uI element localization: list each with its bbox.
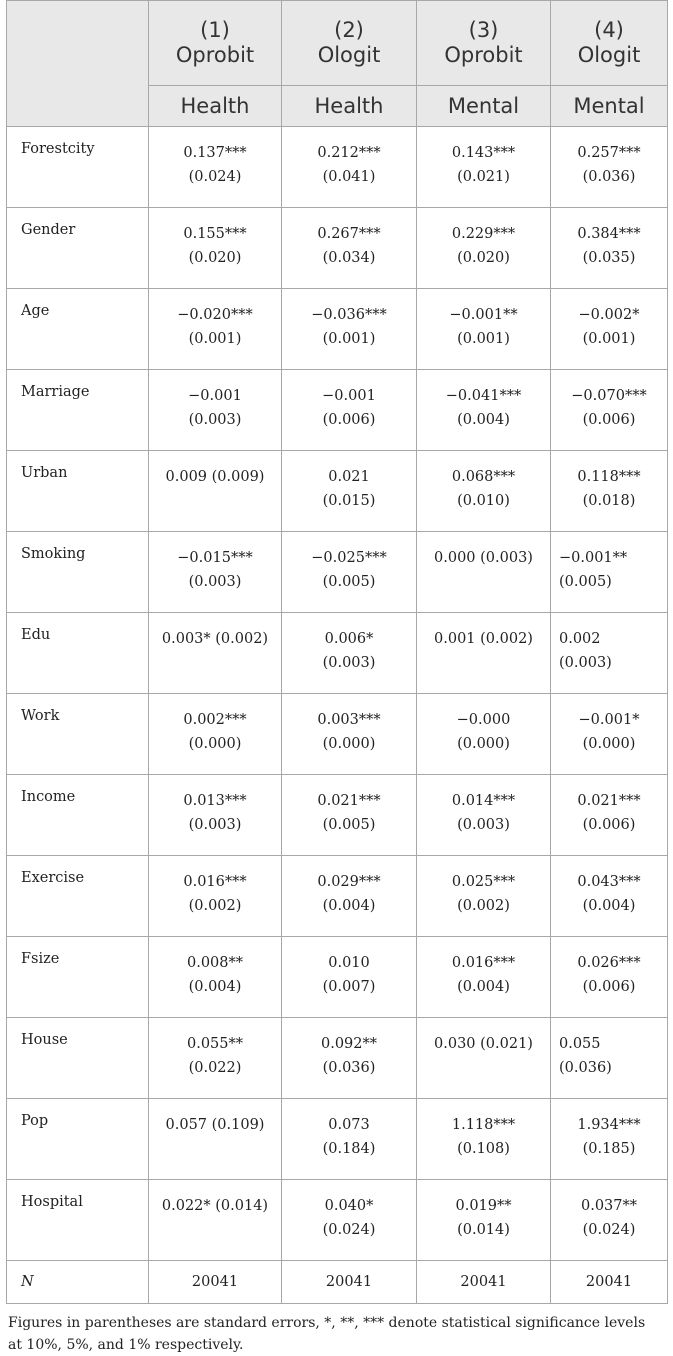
coefficient: −0.070*** xyxy=(571,388,647,404)
value-cell xyxy=(417,289,551,370)
value-cell xyxy=(282,694,417,775)
header-row-models xyxy=(7,1,668,86)
standard-error: (0.036) xyxy=(322,1060,376,1076)
value-cell xyxy=(417,1180,551,1261)
table-row xyxy=(7,937,668,1018)
standard-error: (0.006) xyxy=(582,817,636,833)
value-cell xyxy=(551,451,668,532)
value-cell xyxy=(551,289,668,370)
coefficient: −0.001 xyxy=(322,388,376,404)
coefficient: 0.040* xyxy=(324,1198,374,1214)
coefficient: −0.025*** xyxy=(311,550,387,566)
coefficient: 0.022* xyxy=(161,1198,211,1214)
value-cell xyxy=(282,370,417,451)
table-row xyxy=(7,856,668,937)
coefficient: 0.155*** xyxy=(183,226,247,242)
value-cell xyxy=(551,1180,668,1261)
value-cell xyxy=(551,775,668,856)
coefficient: 0.037** xyxy=(580,1198,637,1214)
standard-error: (0.034) xyxy=(322,250,376,266)
standard-error: (0.003) xyxy=(322,655,376,671)
header-dep-3: Mental xyxy=(417,86,551,127)
standard-error: (0.022) xyxy=(188,1060,242,1076)
standard-error: (0.021) xyxy=(457,169,510,185)
table-row xyxy=(7,451,668,532)
coefficient: 0.118*** xyxy=(577,469,641,485)
standard-error: (0.005) xyxy=(322,817,376,833)
row-label: Pop xyxy=(7,1099,149,1180)
coefficient: 0.000 xyxy=(434,550,476,566)
coefficient: 0.003*** xyxy=(317,712,381,728)
value-cell xyxy=(551,127,668,208)
value-cell xyxy=(282,613,417,694)
coefficient: 0.026*** xyxy=(577,955,641,971)
coefficient: 0.384*** xyxy=(577,226,641,242)
standard-error: (0.001) xyxy=(322,331,376,347)
value-cell xyxy=(551,613,668,694)
value-cell xyxy=(417,694,551,775)
coefficient: −0.041*** xyxy=(445,388,522,404)
standard-error: (0.185) xyxy=(582,1141,636,1157)
value-cell xyxy=(417,775,551,856)
coefficient: 0.229*** xyxy=(451,226,516,242)
coefficient: 0.021*** xyxy=(577,793,641,809)
row-label: Gender xyxy=(7,208,149,289)
standard-error: (0.014) xyxy=(215,1198,269,1214)
table-row xyxy=(7,1018,668,1099)
header-model-4: (4) Ologit xyxy=(551,1,668,86)
value-cell xyxy=(282,775,417,856)
value-cell xyxy=(551,208,668,289)
row-label: Hospital xyxy=(7,1180,149,1261)
standard-error: (0.004) xyxy=(188,979,242,995)
standard-error: (0.000) xyxy=(582,736,636,752)
value-cell xyxy=(149,370,282,451)
coefficient: 0.019** xyxy=(455,1198,512,1214)
table-row xyxy=(7,370,668,451)
coefficient: 0.006* xyxy=(324,631,374,647)
standard-error: (0.006) xyxy=(322,412,376,428)
header-model-2: (2) Ologit xyxy=(282,1,417,86)
value-cell xyxy=(149,937,282,1018)
value-cell xyxy=(417,370,551,451)
table-row xyxy=(7,1180,668,1261)
standard-error: (0.004) xyxy=(322,898,376,914)
value-cell xyxy=(551,694,668,775)
table-row xyxy=(7,208,668,289)
value-cell xyxy=(149,289,282,370)
value-cell xyxy=(417,127,551,208)
coefficient: 0.008** xyxy=(186,955,243,971)
results-table-container xyxy=(6,0,667,1356)
coefficient: 0.068*** xyxy=(451,469,516,485)
standard-error: (0.001) xyxy=(582,331,636,347)
observations-row xyxy=(7,1261,668,1304)
header-model-3: (3) Oprobit xyxy=(417,1,551,86)
table-row xyxy=(7,532,668,613)
value-cell xyxy=(282,856,417,937)
standard-error: (0.041) xyxy=(322,169,376,185)
coefficient: 0.014*** xyxy=(451,793,516,809)
standard-error: (0.001) xyxy=(188,331,242,347)
coefficient: 0.043*** xyxy=(577,874,641,890)
standard-error: (0.184) xyxy=(322,1141,376,1157)
standard-error: (0.005) xyxy=(559,574,612,590)
coefficient: −0.001 xyxy=(188,388,242,404)
coefficient: −0.001* xyxy=(578,712,640,728)
coefficient: 0.257*** xyxy=(577,145,641,161)
coefficient: 0.001 xyxy=(434,631,476,647)
value-cell xyxy=(149,775,282,856)
coefficient: 0.092** xyxy=(320,1036,377,1052)
coefficient: −0.001** xyxy=(559,550,628,566)
value-cell xyxy=(417,1099,551,1180)
n-value-3: 20041 xyxy=(417,1261,551,1304)
standard-error: (0.020) xyxy=(188,250,242,266)
row-label-n: N xyxy=(7,1261,149,1304)
table-row xyxy=(7,1099,668,1180)
header-dep-4: Mental xyxy=(551,86,668,127)
value-cell xyxy=(282,532,417,613)
coefficient: 0.055** xyxy=(186,1036,243,1052)
coefficient: 0.030 xyxy=(434,1036,476,1052)
standard-error: (0.003) xyxy=(457,817,510,833)
coefficient: 0.057 xyxy=(165,1117,208,1133)
standard-error: (0.002) xyxy=(480,631,533,647)
regression-table xyxy=(6,0,668,1304)
value-cell xyxy=(417,532,551,613)
coefficient: −0.000 xyxy=(456,712,511,728)
standard-error: (0.015) xyxy=(322,493,376,509)
coefficient: 0.013*** xyxy=(183,793,247,809)
coefficient: 0.021 xyxy=(328,469,370,485)
coefficient: 0.029*** xyxy=(317,874,381,890)
standard-error: (0.000) xyxy=(188,736,242,752)
coefficient: 0.137*** xyxy=(183,145,247,161)
table-row xyxy=(7,613,668,694)
coefficient: 0.010 xyxy=(328,955,370,971)
value-cell xyxy=(149,208,282,289)
standard-error: (0.004) xyxy=(457,412,510,428)
standard-error: (0.024) xyxy=(582,1222,636,1238)
value-cell xyxy=(149,1018,282,1099)
value-cell xyxy=(282,289,417,370)
coefficient: 0.055 xyxy=(559,1036,601,1052)
table-row xyxy=(7,127,668,208)
coefficient: −0.015*** xyxy=(177,550,253,566)
standard-error: (0.007) xyxy=(322,979,376,995)
coefficient: 0.009 xyxy=(165,469,208,485)
standard-error: (0.006) xyxy=(582,412,636,428)
standard-error: (0.003) xyxy=(188,412,242,428)
table-footnote: Figures in parentheses are standard errors, *, **, *** denote statistical significance levels at 10%, 5%, and 1% respectively. xyxy=(8,1315,646,1353)
value-cell xyxy=(551,370,668,451)
standard-error: (0.000) xyxy=(322,736,376,752)
coefficient: 0.025*** xyxy=(451,874,516,890)
standard-error: (0.035) xyxy=(582,250,636,266)
standard-error: (0.009) xyxy=(211,469,265,485)
standard-error: (0.002) xyxy=(188,898,242,914)
value-cell xyxy=(417,451,551,532)
value-cell xyxy=(282,451,417,532)
standard-error: (0.024) xyxy=(322,1222,376,1238)
value-cell xyxy=(417,856,551,937)
value-cell xyxy=(417,208,551,289)
standard-error: (0.004) xyxy=(582,898,636,914)
value-cell xyxy=(551,532,668,613)
value-cell xyxy=(551,1099,668,1180)
value-cell xyxy=(149,694,282,775)
row-label: House xyxy=(7,1018,149,1099)
standard-error: (0.001) xyxy=(457,331,510,347)
value-cell xyxy=(149,613,282,694)
coefficient: −0.002* xyxy=(578,307,640,323)
coefficient: 1.118*** xyxy=(451,1117,516,1133)
value-cell xyxy=(417,613,551,694)
standard-error: (0.004) xyxy=(457,979,510,995)
coefficient: −0.001** xyxy=(449,307,518,323)
standard-error: (0.021) xyxy=(480,1036,533,1052)
table-row xyxy=(7,289,668,370)
standard-error: (0.109) xyxy=(211,1117,265,1133)
value-cell xyxy=(551,937,668,1018)
row-label: Forestcity xyxy=(7,127,149,208)
standard-error: (0.018) xyxy=(582,493,636,509)
value-cell xyxy=(282,127,417,208)
value-cell xyxy=(149,532,282,613)
header-dep-1: Health xyxy=(149,86,282,127)
row-label: Fsize xyxy=(7,937,149,1018)
value-cell xyxy=(149,127,282,208)
coefficient: 0.003* xyxy=(161,631,211,647)
value-cell xyxy=(417,1018,551,1099)
standard-error: (0.010) xyxy=(457,493,510,509)
standard-error: (0.002) xyxy=(457,898,510,914)
header-dep-2: Health xyxy=(282,86,417,127)
value-cell xyxy=(149,856,282,937)
row-label: Age xyxy=(7,289,149,370)
row-label: Marriage xyxy=(7,370,149,451)
standard-error: (0.036) xyxy=(582,169,636,185)
coefficient: 0.016*** xyxy=(183,874,247,890)
standard-error: (0.002) xyxy=(215,631,269,647)
n-value-2: 20041 xyxy=(282,1261,417,1304)
value-cell xyxy=(282,937,417,1018)
row-label: Urban xyxy=(7,451,149,532)
value-cell xyxy=(551,856,668,937)
header-corner xyxy=(7,1,149,127)
coefficient: 0.212*** xyxy=(317,145,381,161)
value-cell xyxy=(149,451,282,532)
coefficient: 0.016*** xyxy=(451,955,516,971)
standard-error: (0.003) xyxy=(188,817,242,833)
coefficient: −0.036*** xyxy=(311,307,387,323)
coefficient: 0.002 xyxy=(559,631,601,647)
row-label: Edu xyxy=(7,613,149,694)
coefficient: −0.020*** xyxy=(177,307,253,323)
table-row xyxy=(7,694,668,775)
table-row xyxy=(7,775,668,856)
value-cell xyxy=(417,937,551,1018)
value-cell xyxy=(282,1018,417,1099)
coefficient: 0.073 xyxy=(328,1117,370,1133)
standard-error: (0.020) xyxy=(457,250,510,266)
value-cell xyxy=(149,1099,282,1180)
standard-error: (0.006) xyxy=(582,979,636,995)
coefficient: 0.267*** xyxy=(317,226,381,242)
row-label: Income xyxy=(7,775,149,856)
coefficient: 0.143*** xyxy=(451,145,516,161)
value-cell xyxy=(149,1180,282,1261)
table-body xyxy=(7,127,668,1304)
value-cell xyxy=(551,1018,668,1099)
standard-error: (0.003) xyxy=(559,655,612,671)
standard-error: (0.024) xyxy=(188,169,242,185)
row-label: Work xyxy=(7,694,149,775)
header-model-1: (1) Oprobit xyxy=(149,1,282,86)
row-label: Smoking xyxy=(7,532,149,613)
standard-error: (0.005) xyxy=(322,574,376,590)
value-cell xyxy=(282,208,417,289)
standard-error: (0.003) xyxy=(480,550,533,566)
standard-error: (0.014) xyxy=(457,1222,510,1238)
value-cell xyxy=(282,1180,417,1261)
standard-error: (0.108) xyxy=(457,1141,510,1157)
coefficient: 0.002*** xyxy=(183,712,247,728)
standard-error: (0.000) xyxy=(457,736,510,752)
standard-error: (0.036) xyxy=(559,1060,612,1076)
standard-error: (0.003) xyxy=(188,574,242,590)
coefficient: 0.021*** xyxy=(317,793,381,809)
n-value-1: 20041 xyxy=(149,1261,282,1304)
value-cell xyxy=(282,1099,417,1180)
coefficient: 1.934*** xyxy=(577,1117,641,1133)
n-value-4: 20041 xyxy=(551,1261,668,1304)
row-label: Exercise xyxy=(7,856,149,937)
